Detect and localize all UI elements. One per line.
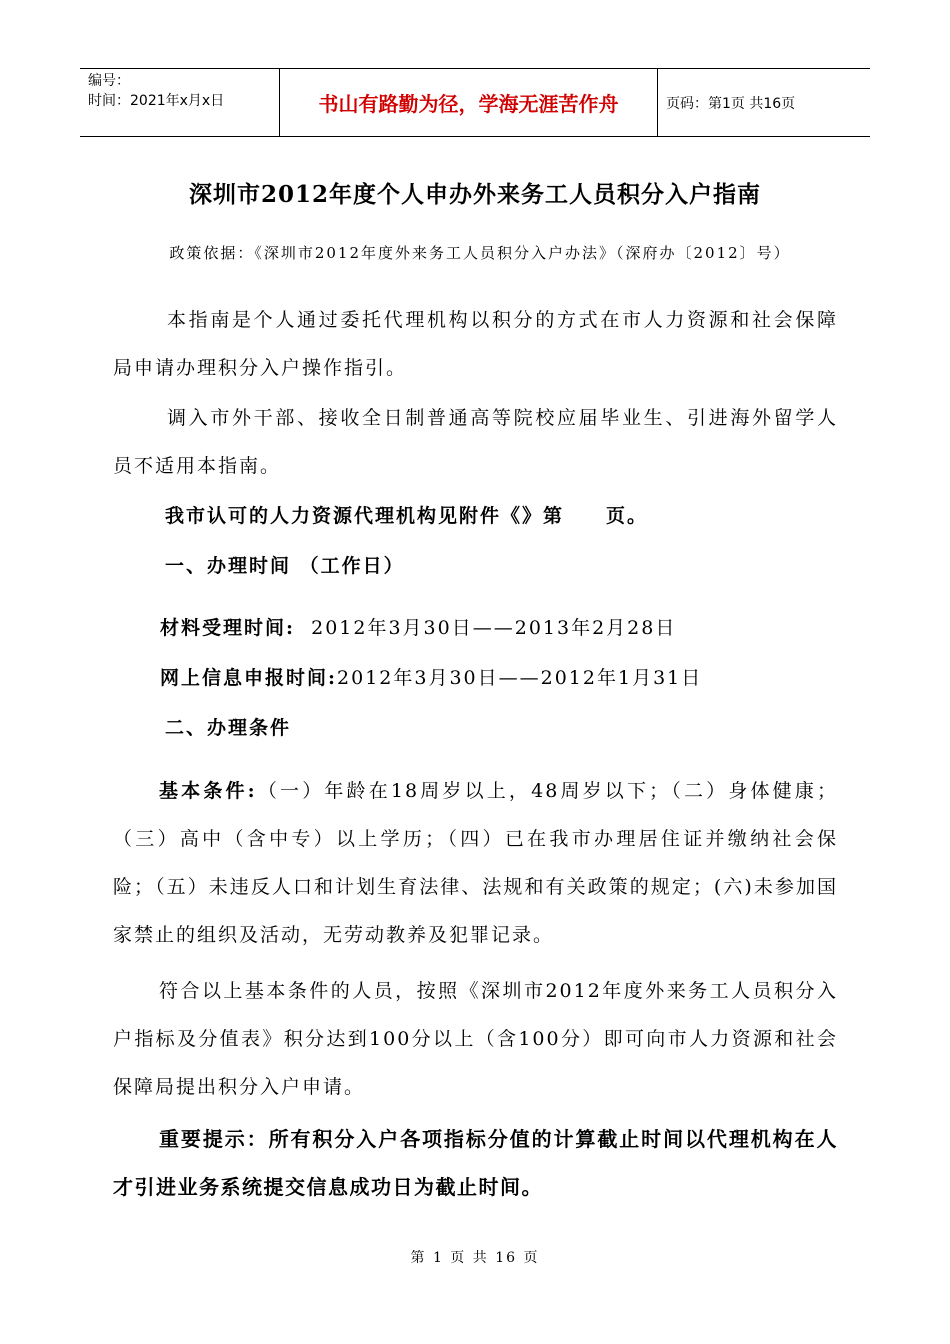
- material-time-value: 2012年3月30日——2013年2月28日: [311, 617, 677, 639]
- agencies-paragraph: 我市认可的人力资源代理机构见附件《》第 页。: [165, 505, 649, 527]
- header-page-info: 页码：第1页 共16页: [666, 95, 796, 112]
- section-heading-time: 一、办理时间 （工作日）: [165, 555, 405, 577]
- basic-conditions-label: 基本条件:: [159, 780, 257, 802]
- intro-paragraph: 本指南是个人通过委托代理机构以积分的方式在市人力资源和社会保障局申请办理积分入户操作指引。: [113, 309, 838, 379]
- time-label: 时间：2021年x月x日: [88, 93, 225, 109]
- online-time-value: 2012年3月30日——2012年1月31日: [337, 667, 703, 689]
- policy-basis: 政策依据：《深圳市2012年度外来务工人员积分入户办法》（深府办〔2012〕号）: [169, 244, 791, 262]
- material-time-row: [160, 604, 850, 652]
- page-footer: 第 1 页 共 16 页: [410, 1250, 540, 1266]
- important-notice: 重要提示：所有积分入户各项指标分值的计算截止时间以代理机构在人才引进业务系统提交信息成功日为截止时间。: [113, 1127, 838, 1199]
- material-time-label: 材料受理时间:: [160, 617, 296, 639]
- basic-conditions-paragraph: [113, 767, 838, 959]
- header-motto: 书山有路勤为径，学海无涯苦作舟: [280, 69, 658, 136]
- not-applicable-paragraph: 调入市外干部、接收全日制普通高等院校应届毕业生、引进海外留学人员不适用本指南。: [113, 407, 838, 477]
- section-heading-conditions: 二、办理条件: [165, 717, 292, 739]
- online-time-row: [160, 654, 850, 702]
- online-time-label: 网上信息申报时间:: [160, 667, 338, 689]
- basic-conditions-text: （一）年龄在18周岁以上，48周岁以下；（二）身体健康；（三）高中（含中专）以上学历；（四）已在我市办理居住证并缴纳社会保险；（五）未违反人口和计划生育法律、法规和有关政策的规定；(六)未参加国家禁止的组织及活动，无劳动教养及犯罪记录。: [113, 780, 838, 946]
- document-header: [80, 68, 870, 137]
- number-label: 编号：: [88, 73, 130, 89]
- eligibility-paragraph: 符合以上基本条件的人员，按照《深圳市2012年度外来务工人员积分入户指标及分值表》积分达到100分以上（含100分）即可向市人力资源和社会保障局提出积分入户申请。: [113, 980, 838, 1098]
- document-title: 深圳市2012年度个人申办外来务工人员积分入户指南: [188, 181, 761, 208]
- header-meta: [80, 69, 280, 136]
